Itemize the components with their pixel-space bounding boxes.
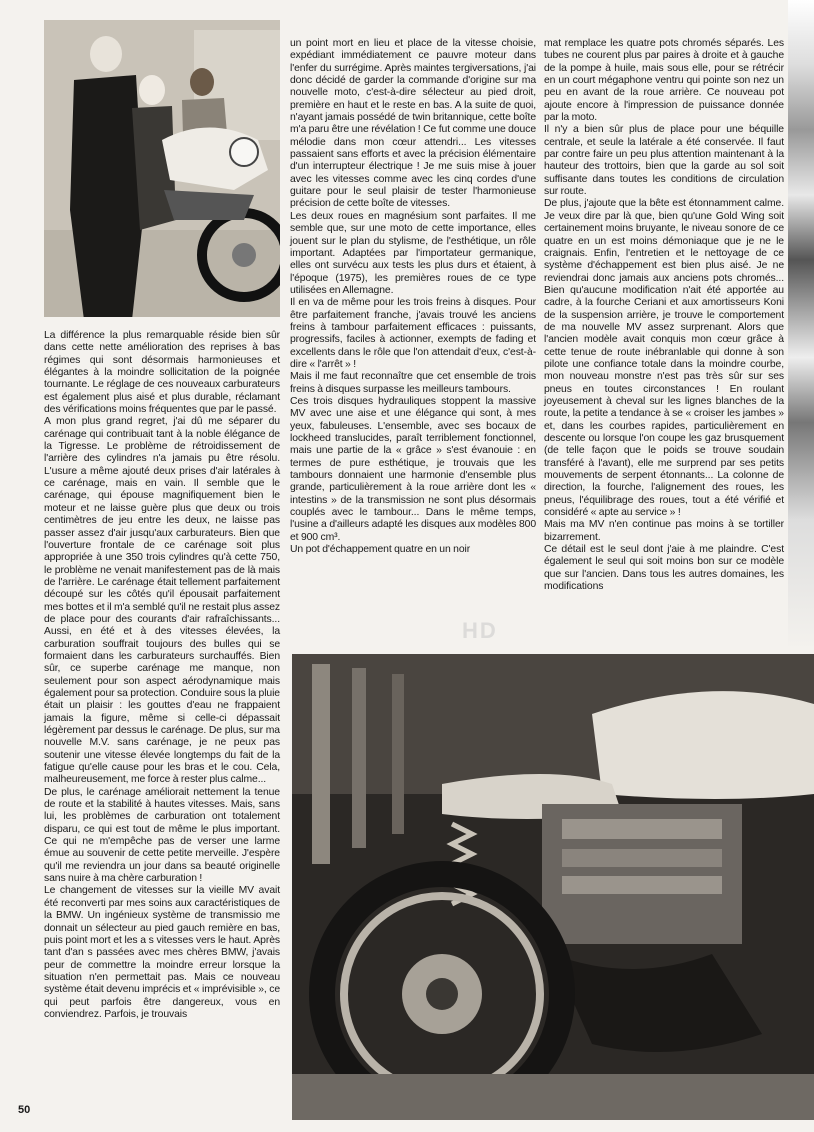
adjacent-page-strip [788,0,814,650]
paragraph: Il en va de même pour les trois freins à disques. Pour être parfaitement franche, j'avais trouvé les anciens freins à tambour parfaitement efficaces : puissants, progressifs, faciles à actionner, exempts de fading et excellents dans le rôle que l'on attendait d'eux, c'est-à-dire « l'arrêt » ! [290,297,536,370]
paragraph: De plus, le carénage améliorait nettement la tenue de route et la stabilité à hautes vitesses. Mais, sans lui, les problèmes de carburation ont totalement disparu, ce qui est tout de même le plus important. Ce qui ne m'empêche pas de verser une larme émue au souvenir de cette petite merveille. J'espère qu'il me reviendra un jour dans sa beauté originelle sans nuire à ma chère carburation ! [44,786,280,885]
paragraph: Mais il me faut reconnaître que cet ensemble de trois freins à disques surpasse les meilleurs tambours. [290,371,536,395]
photo-motorcycle-illustration [292,654,814,1120]
article-column-1 [44,330,280,1021]
photo-people-with-motorcycle [44,20,280,317]
watermark-logo: HD [462,618,498,643]
paragraph: La différence la plus remarquable réside bien sûr dans cette nette amélioration des reprises à bas régimes qui sont désormais harmonieuses et élégantes à la moindre sollicitation de la poignée tournante. Le réglage de ces nouveaux carburateurs est également plus aisé et plus durable, réclamant des vérifications moins fréquentes que par le passé. [44,330,280,416]
page-number: 50 [18,1104,31,1116]
paragraph: A mon plus grand regret, j'ai dû me séparer du carénage qui contribuait tant à la noble élégance de la Tigresse. Le problème de rétroidissement de l'arrière des cylindres n'a jamais pu être résolu. L'usure a même ajouté deux prises d'air latérales à ce carénage, mais en vain. Il semble que le carénage, qui épouse magnifiquement bien le moteur et ne laisse guère plus que deux ou trois centimètres de jeu entre les deux, ne laisse pas passer assez d'air jusqu'aux carburateurs. Bien que l'ouverture frontale de ce carénage soit plus appropriée à une 350 trois cylindres qu'à cette 750, le problème ne venait manifestement pas de là mais de l'arrière. Le carénage était tellement parfaitement découpé sur les côtés qu'il épousait parfaitement mes bottes et il m'a semblé qu'il ne restait plus assez de place pour des courants d'air rafraîchissants... Aussi, en été et à des vitesses élevées, la carburation souffrait toujours des bulles qui se formaient dans les carburateurs surchauffés. Bien sûr, ce superbe carénage me manque, non seulement pour son aspect aérodynamique mais également pour sa protection. Conduire sous la pluie était un plaisir : les gouttes d'eau ne frappaient jamais la figure, même si celle-ci dépassait légèrement par dessus le carénage. De plus, sur ma nouvelle M.V. sans carénage, je ne peux pas soutenir une vitesse élevée longtemps du fait de la fatigue qu'elle cause pour les bras et le cou. Cela, malheureusement, me force à rester plus calme... [44,416,280,786]
paragraph: mat remplace les quatre pots chromés séparés. Les tubes ne courent plus par paires à droite et à gauche de la pompe à huile, mais sous elle, pour se rétrécir en un court mégaphone ventru qui pointe son nez un peu en avant de la roue arrière. Ce nouveau pot ajoute encore à l'impression de puissance donnée par la moto. [544,38,784,124]
paragraph: Mais ma MV n'en continue pas moins à se tortiller bizarrement. [544,519,784,543]
paragraph: Il n'y a bien sûr plus de place pour une béquille centrale, et seule la latérale a été conservée. Il faut par contre faire un peu plus attention maintenant à la hauteur des trottoirs, bien que la garde au sol soit suffisante dans toutes les conditions de circulation sur route. [544,124,784,198]
paragraph: Ce détail est le seul dont j'aie à me plaindre. C'est également le seul qui soit moins bon sur ce modèle que sur l'ancien. Dans tous les autres domaines, les modifications [544,544,784,593]
paragraph: Ces trois disques hydrauliques stoppent la massive MV avec une aise et une élégance qui sont, à mes yeux, fabuleuses. L'ensemble, avec ses bocaux de lockheed translucides, paraît terriblement fonctionnel, mais une partie de la « grâce » s'est évanouie : en termes de pure esthétique, je trouvais que les tambours donnaient une harmonie d'ensemble plus grande, particulièrement à la roue arrière dont les « intestins » de la transmission ne sont plus désormais couplés avec le tambour... Dans le même temps, l'usine a d'ailleurs adapté les disques aux modèles 800 et 900 cm³. [290,395,536,543]
article-column-2 [290,38,536,556]
paragraph: Les deux roues en magnésium sont parfaites. Il me semble que, sur une moto de cette importance, elles jouent sur le plan du stylisme, de l'esthétique, un rôle important. Adaptées par l'importateur germanique, elles ont survécu aux tests les plus durs et étaient, à l'époque (1975), les premières roues de ce type utilisées en Allemagne. [290,210,536,296]
photo-people-illustration [44,20,280,317]
paragraph: De plus, j'ajoute que la bête est étonnamment calme. Je veux dire par là que, bien qu'une Gold Wing soit certainement moins bruyante, le niveau sonore de ce quatre en un est moins démoniaque que je ne le craignais. Enfin, l'entretien et le nettoyage de ce système d'échappement est bien plus aisé. Je ne reviendrai donc jamais aux anciens pots chromés... Bien qu'aucune modification n'ait été apportée au cadre, à la fourche Ceriani et aux amortisseurs Koni de la suspension arrière, je trouve le comportement de ma nouvelle MV assez surprenant. Alors que l'ancien modèle avait conquis mon cœur grâce à cette tenue de route inébranlable qui donne à son pilote une confiance totale dans la moindre courbe, mon nouveau monstre n'est pas très sûr sur ses pneus en toutes circonstances ! En roulant joyeusement à cheval sur les lignes blanches de la route, la petite a tendance à se « croiser les jambes » et, dans les courbes rapides, particulièrement en descente ou lorsque l'on coupe les gaz brusquement (de telle façon que le poids se trouve soudain transféré à l'avant), elle me surprend par ses petits mouvements de serpent étonnants... La colonne de direction, la fourche, l'alignement des roues, les pneus, l'équilibrage des roues, tout a été vérifié et considéré « apte au service » ! [544,198,784,519]
paragraph: Le changement de vitesses sur la vieille MV avait été reconverti par mes soins aux caractéristiques de la BMW. Un ingénieux système de transmissio me donnait un sélecteur au pied gauch remière en bas, puis point mort et les a s vitesses vers le haut. Après tant d'an s passées avec mes chères BMW, j'avais peur de commettre la moindre erreur lorsque la situation n'en permettait pas. Mais ce nouveau système était devenu imprécis et « imprévisible », ce qui peut parfois être dangereux, vous en conviendrez. Parfois, je trouvais [44,885,280,1020]
paragraph: un point mort en lieu et place de la vitesse choisie, expédiant immédiatement ce pauvre moteur dans l'enfer du surrégime. Après maintes tergiversations, j'ai donc décidé de garder la commande d'origine sur ma nouvelle moto, c'est-à-dire sélecteur au pied droit, première en haut et le reste en bas. A la suite de quoi, n'ayant jamais possédé de twin britannique, cette boîte m'a paru être une révélation ! Ce fut comme une douce mélodie dans mon cœur attendri... Les vitesses passaient sans efforts et avec la précision élémentaire d'un interrupteur électrique ! Je me suis mise à jouer avec les vitesses comme avec les cinq cordes d'une guitare pour le seul plaisir de tester l'harmonieuse précision de cette boîte de vitesses. [290,38,536,210]
paragraph: Un pot d'échappement quatre en un noir [290,544,471,556]
article-column-3 [544,38,784,593]
photo-motorcycle-closeup [292,654,814,1120]
